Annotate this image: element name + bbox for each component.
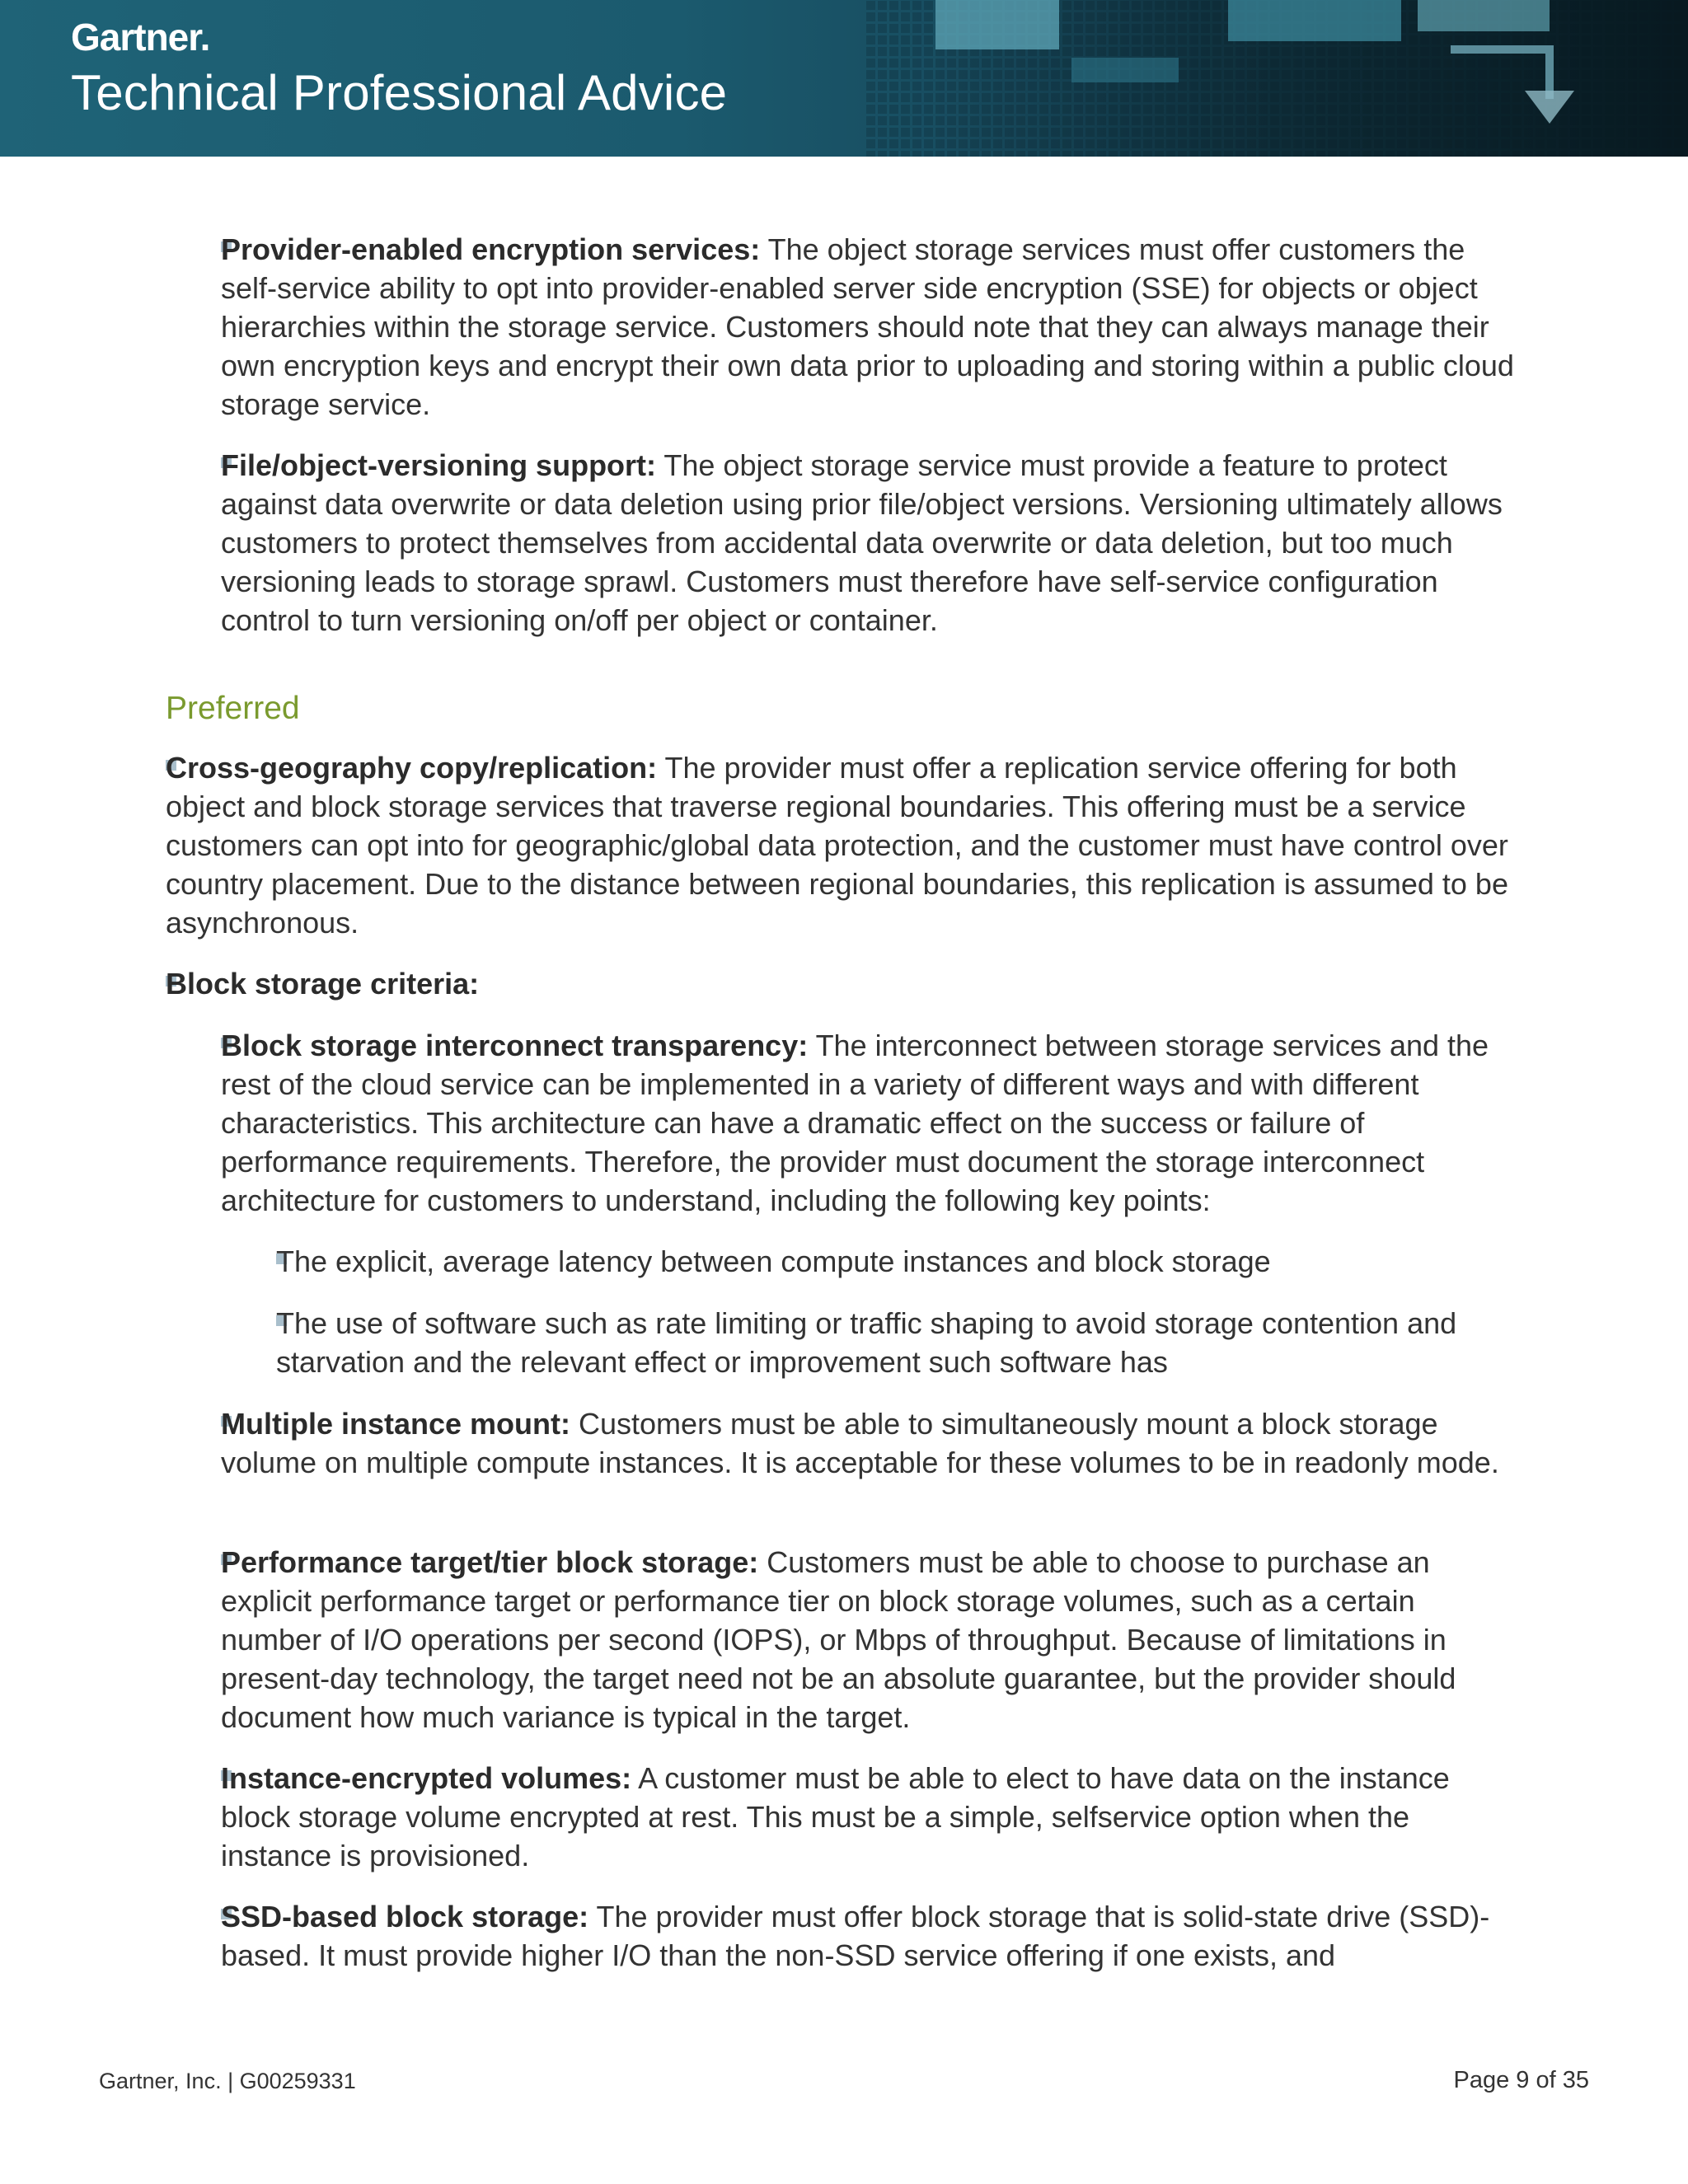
item-title: File/object-versioning support: [221, 448, 657, 482]
list-item-cross-geography [166, 748, 1517, 942]
item-text: The object storage service must provide a feature to protect against data overwrite or data deletion using prior file/object versions. Versioning ultimately allows customers to protect themselves from accidental data overwrite or data deletion, but too much versioning leads to storage sprawl. Customers must therefore have self-service configuration control to turn versioning on/off per object or container. [221, 448, 1503, 637]
item-text: The object storage services must offer customers the self-service ability to opt into provider-enabled server side encryption (SSE) for objects or object hierarchies within the storage service. Customers should note that they can always manage their own encryption keys and encrypt their own data prior to uploading and storing within a public cloud storage service. [221, 232, 1514, 421]
list-item-block-criteria [166, 964, 1517, 1003]
item-title: Block storage criteria: [166, 967, 480, 1001]
item-text: Customers must be able to simultaneously mount a block storage volume on multiple compute instances. It is acceptable for these volumes to be in readonly mode. [221, 1407, 1499, 1479]
item-text: The interconnect between storage services and the rest of the cloud service can be implemented in a variety of different ways and with different characteristics. This architecture can have a dramatic effect on the success or failure of performance requirements. Therefore, the provider must document the storage interconnect architecture for customers to understand, including the following key points: [221, 1029, 1489, 1217]
item-title: Provider-enabled encryption services: [221, 232, 761, 266]
list-item-ssd [221, 1897, 1515, 1975]
document-subtitle: Technical Professional Advice [71, 65, 728, 120]
item-title: Multiple instance mount: [221, 1407, 571, 1441]
list-item-performance-target [221, 1543, 1515, 1736]
item-text: The provider must offer a replication service offering for both object and block storage services that traverse regional boundaries. This offering must be a service customers can opt into for geographic/global data protection, and the customer must have control over country placement. Due to the distance between regional boundaries, this replication is assumed to be asynchronous. [166, 751, 1508, 940]
section-heading-preferred: Preferred [166, 691, 300, 726]
item-title: Cross-geography copy/replication: [166, 751, 658, 785]
item-text: Customers must be able to choose to purchase an explicit performance target or performance tier on block storage volumes, such as a certain number of I/O operations per second (IOPS), or Mbps of throughput. Because of limitations in present-day technology, the target need not be an absolute guarantee, but the provider should document how much variance is typical in the target. [221, 1545, 1456, 1734]
item-title: Instance-encrypted volumes: [221, 1761, 632, 1795]
footer-document-id: Gartner, Inc. | G00259331 [99, 2069, 356, 2093]
item-text: The provider must offer block storage that is solid-state drive (SSD)-based. It must provide higher I/O than the non-SSD service offering if one exists, and [221, 1900, 1490, 1972]
list-item-provider-encryption [221, 230, 1515, 424]
item-title: SSD-based block storage: [221, 1900, 589, 1933]
list-item-encrypted-volumes [221, 1759, 1515, 1875]
list-item-multi-mount [221, 1404, 1515, 1482]
item-title: Block storage interconnect transparency: [221, 1029, 809, 1062]
gartner-logo: Gartner. [71, 16, 210, 59]
item-text: The explicit, average latency between compute instances and block storage [276, 1244, 1271, 1278]
list-item-interconnect [221, 1026, 1515, 1220]
list-item-versioning [221, 446, 1515, 640]
list-item-software [276, 1304, 1512, 1381]
item-text: A customer must be able to elect to have data on the instance block storage volume encrypted at rest. This must be a simple, selfservice option when the instance is provisioned. [221, 1761, 1450, 1872]
item-title: Performance target/tier block storage: [221, 1545, 759, 1579]
header-banner [0, 0, 1688, 157]
list-item-latency [276, 1242, 1512, 1281]
footer-page-number: Page 9 of 35 [1453, 2067, 1589, 2093]
item-text: The use of software such as rate limiting or traffic shaping to avoid storage contention and starvation and the relevant effect or improvement such software has [276, 1306, 1457, 1379]
